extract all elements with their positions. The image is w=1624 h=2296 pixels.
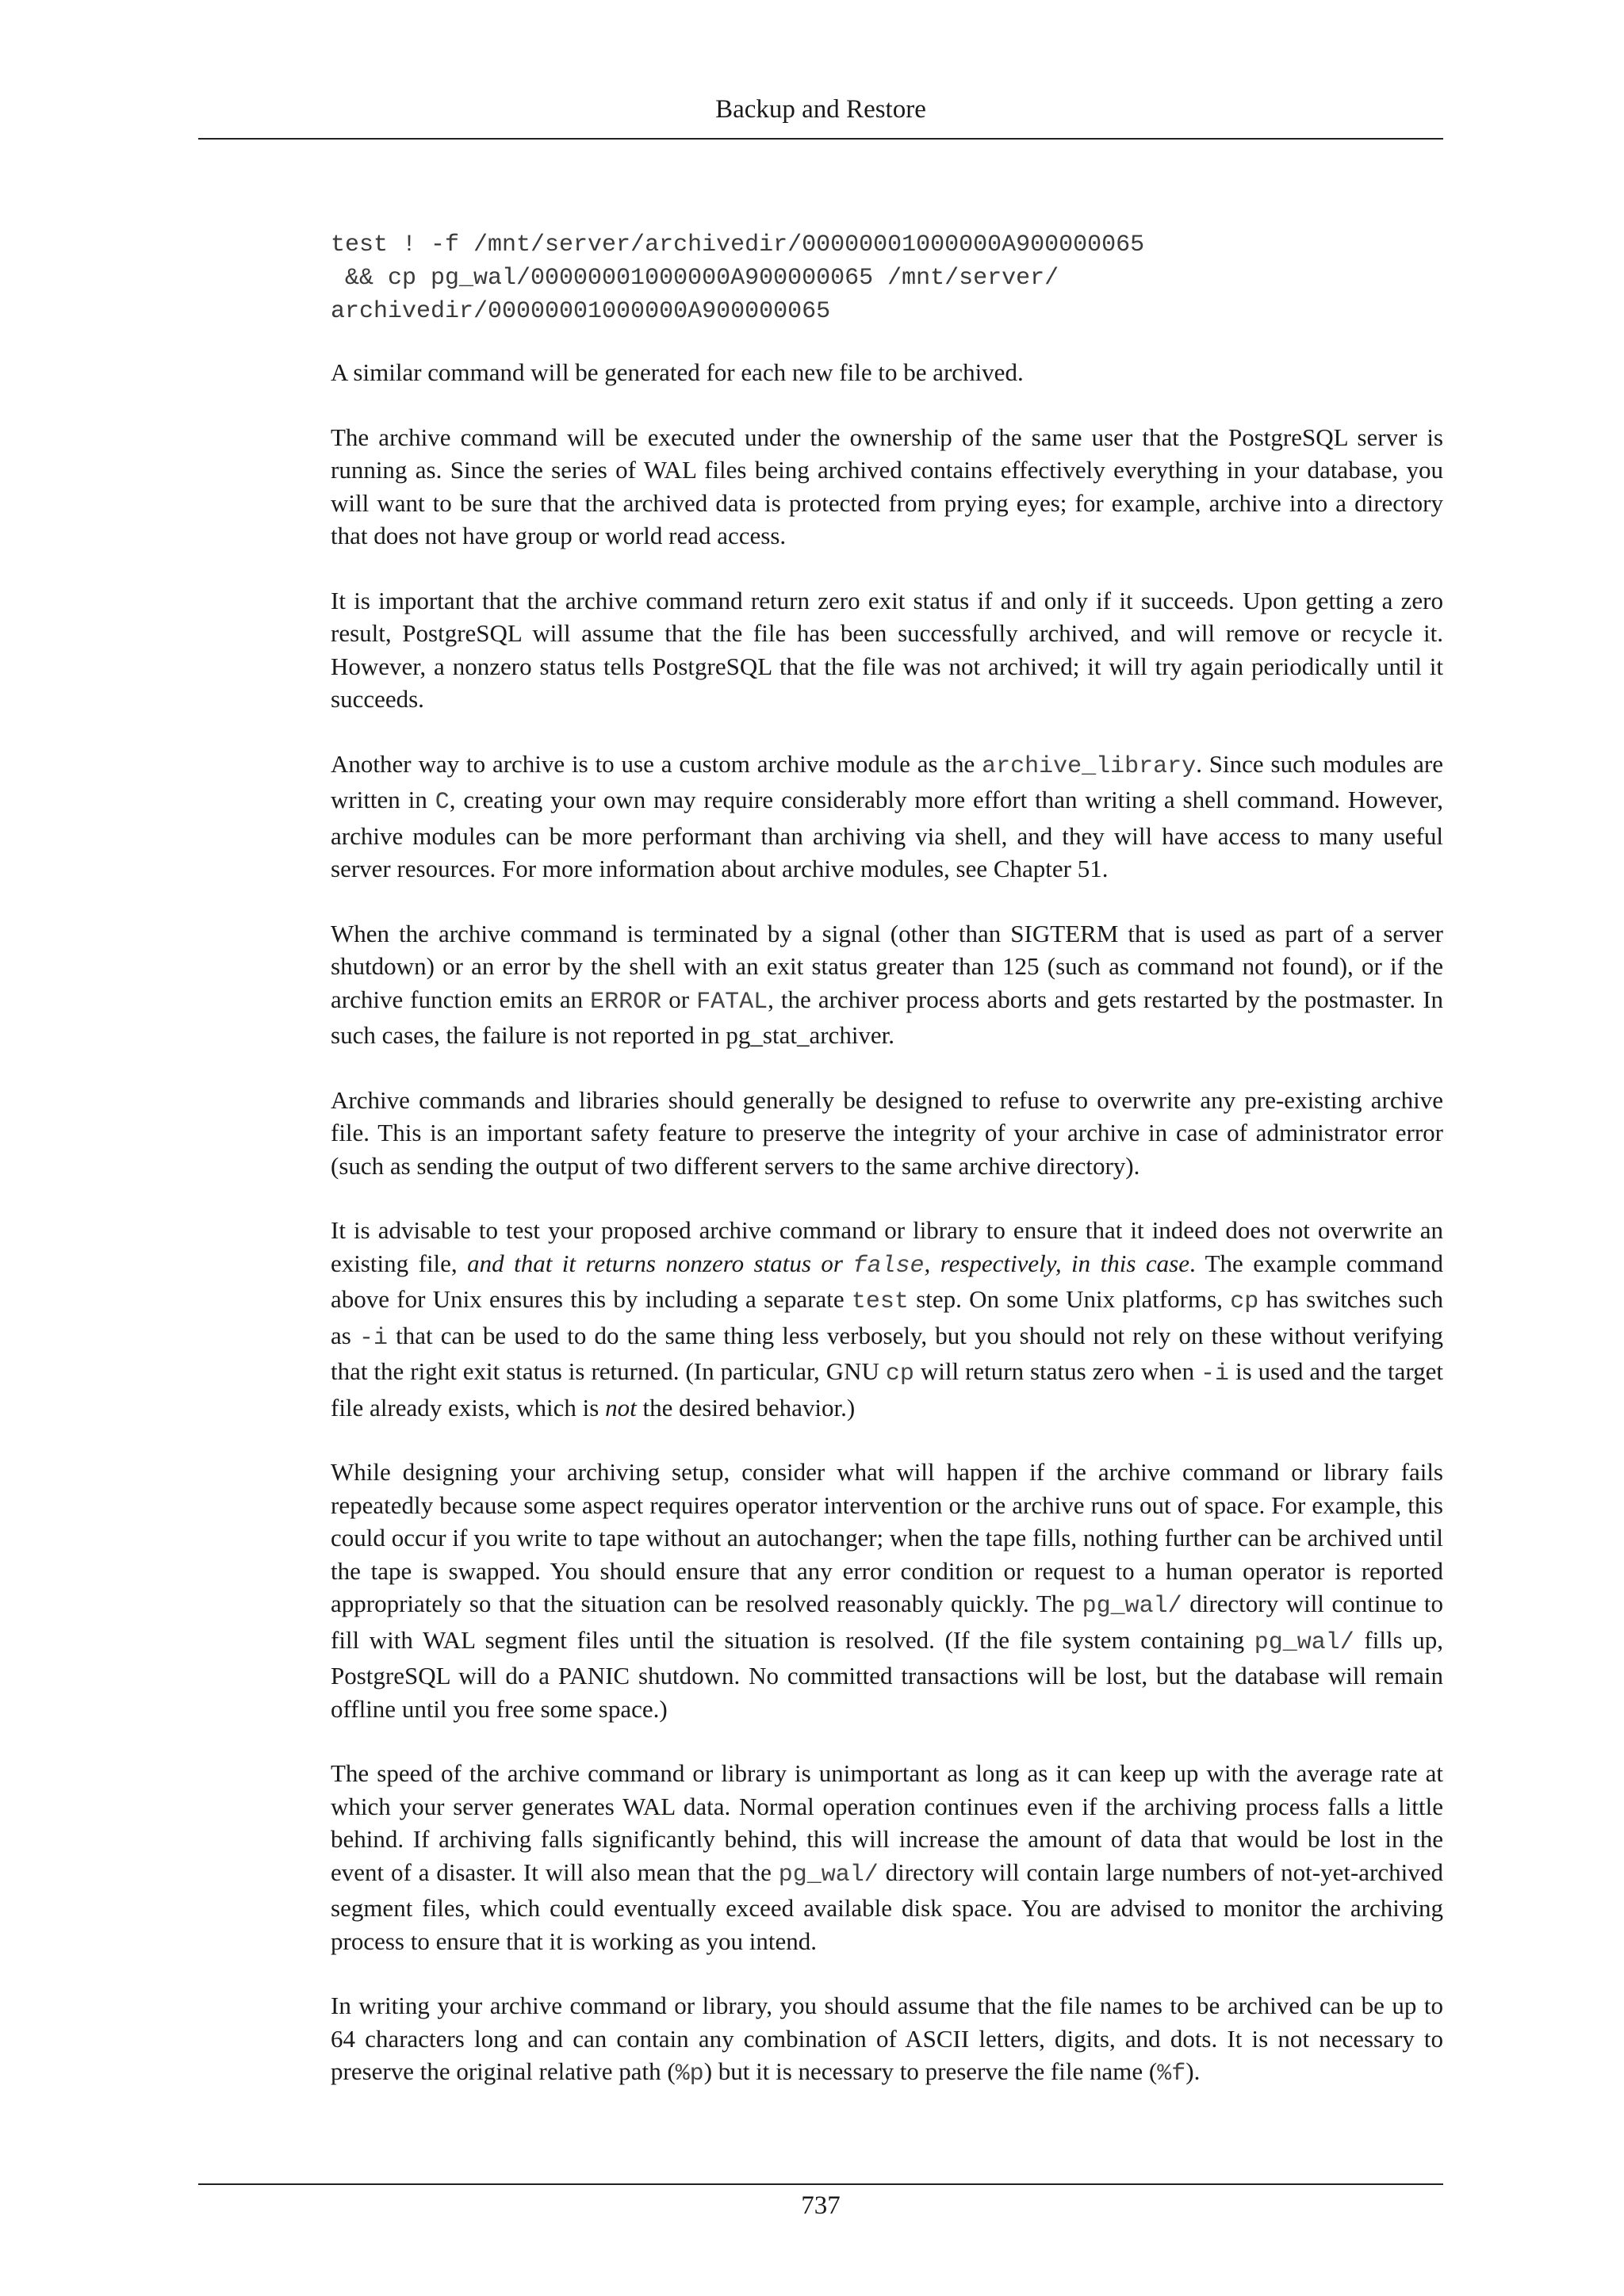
text-run: or	[661, 985, 697, 1013]
emphasis-text: , respectively, in this case	[924, 1249, 1189, 1277]
page-content	[331, 228, 1443, 2091]
inline-code: ERROR	[590, 988, 662, 1016]
paragraph	[331, 1456, 1443, 1725]
text-run: . Since such modules are written in	[331, 749, 1443, 813]
header-rule	[198, 138, 1443, 140]
text-run: has switches such as	[331, 1285, 1443, 1349]
paragraph	[331, 1084, 1443, 1183]
text-run: is used and the target file already exists, which is	[331, 1357, 1443, 1422]
running-header-title: Backup and Restore	[715, 95, 926, 124]
code-block	[331, 228, 1443, 328]
inline-code: cp	[1230, 1288, 1259, 1315]
text-run: will return status zero when	[914, 1357, 1201, 1385]
text-run: The archive command will be executed under the ownership of the same user that the PostgreSQL server is running as. Since the series of WAL files being archived contains effectively everything in your database, you will want to be sure that the archived data is protected from prying eyes; for example, archive into a directory that does not have group or world read access.	[331, 423, 1443, 549]
code-line: && cp pg_wal/00000001000000A900000065 /mnt/server/	[331, 265, 1059, 292]
inline-code: C	[435, 789, 450, 816]
text-run: . The example command above for Unix ensures this by including a separate	[331, 1249, 1443, 1313]
inline-code: pg_wal/	[778, 1861, 879, 1888]
paragraph	[331, 748, 1443, 886]
text-run: In writing your archive command or library, you should assume that the file names to be archived can be up to 64 characters long and can contain any combination of ASCII letters, digits, and dots. It is not necessary to preserve the original relative path (	[331, 1992, 1443, 2085]
emphasis-text: and that it returns nonzero status or	[467, 1249, 853, 1277]
inline-code: cp	[885, 1360, 914, 1387]
inline-code: -i	[1201, 1360, 1230, 1387]
text-run: It is important that the archive command return zero exit status if and only if it succeeds. Upon getting a zero result, PostgreSQL will assume that the file has been successfully archived, and will remove or recycle it. However, a nonzero status tells PostgreSQL that the file was not archived; it will try again periodically until it succeeds.	[331, 586, 1443, 713]
paragraph	[331, 1214, 1443, 1424]
emphasis-text: not	[605, 1393, 637, 1422]
text-run: , creating your own may require considerably more effort than writing a shell command. However, archive modules can be more performant than archiving via shell, and they will have access to many useful server resources. For more information about archive modules, see Chapter 51.	[331, 786, 1444, 882]
inline-code: -i	[358, 1324, 388, 1352]
text-run: While designing your archiving setup, consider what will happen if the archive command or library fails repeatedly because some aspect requires operator intervention or the archive runs out of space. For example, this could occur if you write to tape without an autochanger; when the tape fills, nothing further can be archived until the tape is swapped. You should ensure that any error condition or request to a human operator is reported appropriately so that the situation can be resolved reasonably quickly. The	[331, 1458, 1443, 1617]
text-run: Another way to archive is to use a custom archive module as the	[331, 749, 982, 778]
text-run: It is advisable to test your proposed archive command or library to ensure that it indeed does not overwrite an existing file,	[331, 1216, 1443, 1277]
inline-code-emphasis: false	[852, 1252, 925, 1280]
paragraph	[331, 584, 1443, 716]
text-run: the desired behavior.)	[636, 1393, 856, 1422]
paragraph	[331, 421, 1443, 553]
code-line: archivedir/00000001000000A900000065	[331, 298, 831, 325]
paragraph	[331, 917, 1443, 1052]
paragraph	[331, 356, 1443, 389]
text-run: step. On some Unix platforms,	[908, 1285, 1231, 1313]
text-run: ).	[1185, 2057, 1201, 2085]
paragraph	[331, 1989, 1443, 2091]
text-run: Archive commands and libraries should generally be designed to refuse to overwrite any pre-existing archive file. This is an important safety feature to preserve the integrity of your archive in case of administrator error (such as sending the output of two different servers to the same archive directory).	[331, 1085, 1443, 1180]
text-run: A similar command will be generated for each new file to be archived.	[331, 358, 1024, 386]
footer-rule	[198, 2183, 1443, 2185]
text-run: The speed of the archive command or library is unimportant as long as it can keep up with the average rate at which your server generates WAL data. Normal operation continues even if the archiving process falls a little behind. If archiving falls significantly behind, this will increase the amount of data that would be lost in the event of a disaster. It will also mean that the	[331, 1759, 1443, 1886]
text-run: , the archiver process aborts and gets restarted by the postmaster. In such cases, the failure is not reported in pg_stat_archiver.	[331, 985, 1444, 1049]
inline-code: pg_wal/	[1082, 1593, 1182, 1620]
inline-code: %p	[675, 2061, 704, 2087]
text-run: directory will continue to fill with WAL segment files until the situation is resolved. (If the file system containing	[331, 1590, 1443, 1654]
text-run: directory will contain large numbers of not-yet-archived segment files, which could eventually exceed available disk space. You are advised to monitor the archiving process to ensure that it is working as you intend.	[331, 1858, 1443, 1955]
inline-code: pg_wal/	[1254, 1628, 1354, 1656]
text-run: fills up, PostgreSQL will do a PANIC shutdown. No committed transactions will be lost, but the database will remain offline until you free some space.)	[331, 1625, 1443, 1723]
text-run: that can be used to do the same thing less verbosely, but you should not rely on these without verifying that the right exit status is returned. (In particular, GNU	[331, 1321, 1444, 1385]
inline-code: test	[851, 1288, 909, 1315]
paragraph	[331, 1757, 1443, 1957]
inline-code: FATAL	[696, 988, 768, 1016]
inline-code: %f	[1157, 2061, 1186, 2087]
page-number: 737	[801, 2191, 841, 2220]
inline-code: archive_library	[982, 752, 1197, 780]
body-paragraphs	[331, 356, 1443, 2091]
text-run: When the archive command is terminated by a signal (other than SIGTERM that is used as part of a server shutdown) or an error by the shell with an exit status greater than 125 (such as command not found), or if the archive function emits an	[331, 919, 1443, 1013]
code-line: test ! -f /mnt/server/archivedir/00000001000000A900000065	[331, 232, 1145, 258]
text-run: ) but it is necessary to preserve the file name (	[703, 2057, 1158, 2085]
